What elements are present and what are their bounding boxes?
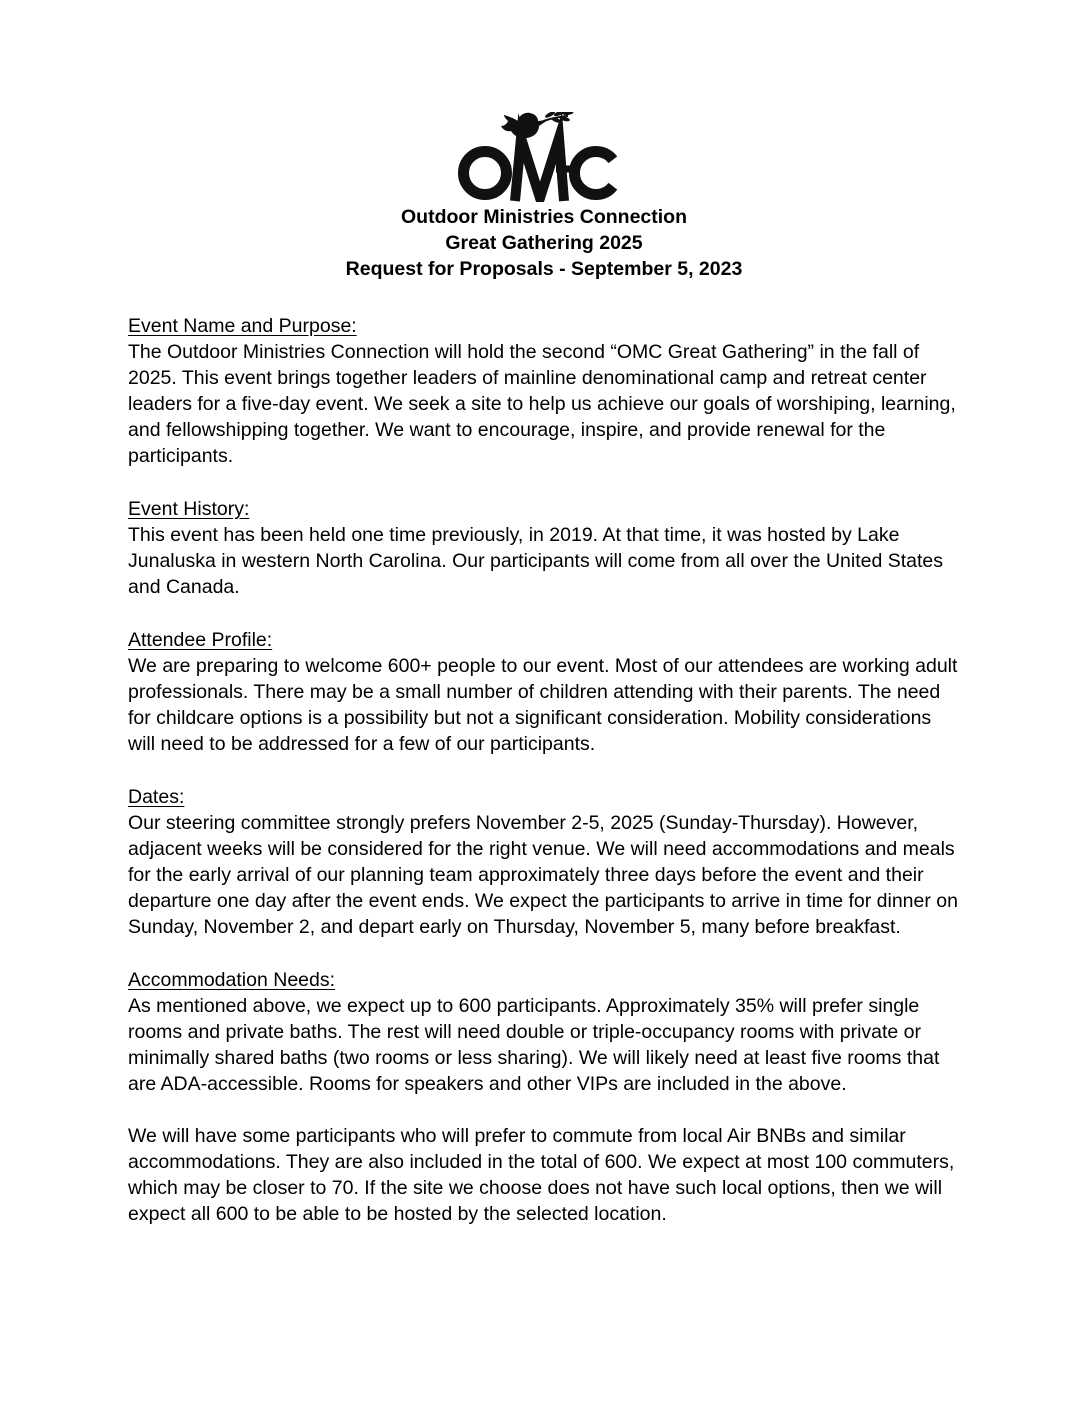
event-title: Great Gathering 2025 <box>445 232 643 254</box>
rfp-date-line: Request for Proposals - September 5, 2023 <box>345 258 743 280</box>
document-body <box>128 313 960 1227</box>
document-header <box>128 204 960 282</box>
org-name: Outdoor Ministries Connection <box>401 206 687 228</box>
paragraph: Our steering committee strongly prefers November 2-5, 2025 (Sunday-Thursday). However, adjacent weeks will be considered for the right venue. We will need accommodations and meals for the early arrival of our planning team approximately three days before the event and their departure one day after the event ends. We expect the participants to arrive in time for dinner on Sunday, November 2, and depart early on Thursday, November 5, many before breakfast. <box>128 812 958 938</box>
section-heading-event-history: Event History: <box>128 498 250 520</box>
paragraph: We will have some participants who will prefer to commute from local Air BNBs and similar accommodations. They are also included in the total of 600. We expect at most 100 commuters, which may be closer to 70. If the site we choose does not have such local options, then we will expect all 600 to be able to be hosted by the selected location. <box>128 1125 955 1225</box>
section-attendee-profile <box>128 627 960 757</box>
section-heading-attendee-profile: Attendee Profile: <box>128 629 273 651</box>
paragraph: We are preparing to welcome 600+ people to our event. Most of our attendees are working adult professionals. There may be a small number of children attending with their parents. The need for childcare options is a possibility but not a significant consideration. Mobility considerations will need to be addressed for a few of our participants. <box>128 655 958 755</box>
section-heading-event-name-purpose: Event Name and Purpose: <box>128 315 357 337</box>
omc-logo <box>128 112 960 202</box>
section-event-history <box>128 496 960 600</box>
paragraph: As mentioned above, we expect up to 600 participants. Approximately 35% will prefer single rooms and private baths. The rest will need double or triple-occupancy rooms with private or minimally shared baths (two rooms or less sharing). We will likely need at least five rooms that are ADA-accessible. Rooms for speakers and other VIPs are included in the above. <box>128 995 940 1095</box>
omc-letters <box>464 138 613 201</box>
section-heading-accommodation-needs: Accommodation Needs: <box>128 969 336 991</box>
omc-bird-logo <box>458 112 630 202</box>
section-accommodation-needs <box>128 967 960 1227</box>
paragraph: The Outdoor Ministries Connection will hold the second “OMC Great Gathering” in the fall of 2025. This event brings together leaders of mainline denominational camp and retreat center leaders for a five-day event. We seek a site to help us achieve our goals of worshiping, learning, and fellowshipping together. We want to encourage, inspire, and provide renewal for the participants. <box>128 341 956 467</box>
section-event-name-purpose <box>128 313 960 469</box>
section-heading-dates: Dates: <box>128 786 185 808</box>
section-dates <box>128 784 960 940</box>
paragraph: This event has been held one time previously, in 2019. At that time, it was hosted by Lake Junaluska in western North Carolina. Our participants will come from all over the United States and Canada. <box>128 524 944 598</box>
